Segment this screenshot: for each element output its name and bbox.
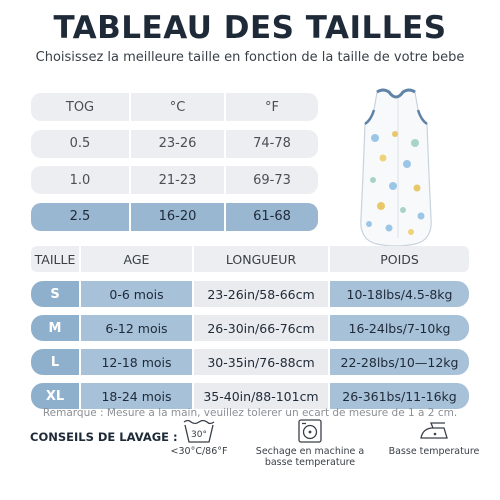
tog-header-tog: TOG — [31, 93, 129, 121]
wash-text: <30°C/86°F — [170, 446, 228, 457]
size-header-taille: TAILLE — [31, 246, 79, 272]
size-header-poids: POIDS — [328, 246, 469, 272]
tog-cell: 0.5 — [31, 130, 129, 158]
washtub-icon — [182, 418, 216, 444]
size-cell-poids: 22-28lbs/10—12kg — [328, 349, 469, 375]
care-iron — [382, 418, 486, 457]
page-subtitle: Choisissez la meilleure taille en fonction de la taille de votre bebe — [35, 50, 465, 65]
size-cell-taille: S — [31, 281, 79, 307]
tog-row — [31, 166, 318, 194]
page-title: TABLEAU DES TAILLES — [53, 10, 447, 46]
size-row — [31, 315, 469, 341]
size-cell-poids: 26-361bs/11-16kg — [328, 383, 469, 409]
size-table-header — [31, 246, 469, 272]
measurement-remark: Remarque : Mesure a la main, veuillez tolerer un ecart de mesure de 1 a 2 cm. — [42, 407, 458, 419]
tog-cell: 23-26 — [129, 130, 224, 158]
size-cell-taille: L — [31, 349, 79, 375]
size-cell-age: 18-24 mois — [79, 383, 192, 409]
size-table — [31, 246, 469, 417]
dry-text-line1: Sechage en machine a — [255, 446, 365, 457]
sleep-sack-illustration — [355, 88, 437, 248]
size-cell-age: 0-6 mois — [79, 281, 192, 307]
tog-cell: 61-68 — [224, 203, 318, 231]
size-cell-age: 12-18 mois — [79, 349, 192, 375]
size-cell-longueur: 23-26in/58-66cm — [192, 281, 328, 307]
care-label: CONSEILS DE LAVAGE : — [30, 430, 178, 444]
tog-row-highlighted — [31, 203, 318, 231]
tog-cell: 16-20 — [129, 203, 224, 231]
size-cell-poids: 16-24lbs/7-10kg — [328, 315, 469, 341]
tog-header-fahrenheit: °F — [224, 93, 318, 121]
wash-temperature-label: 30° — [191, 430, 207, 440]
tog-cell: 1.0 — [31, 166, 129, 194]
size-header-longueur: LONGUEUR — [192, 246, 328, 272]
tog-cell: 21-23 — [129, 166, 224, 194]
size-cell-longueur: 35-40in/88-101cm — [192, 383, 328, 409]
tog-row — [31, 130, 318, 158]
size-row — [31, 383, 469, 409]
tog-table-header — [31, 93, 318, 121]
size-cell-taille: M — [31, 315, 79, 341]
iron-icon — [417, 418, 451, 444]
tog-cell: 69-73 — [224, 166, 318, 194]
size-row — [31, 281, 469, 307]
size-cell-longueur: 26-30in/66-76cm — [192, 315, 328, 341]
tog-cell: 2.5 — [31, 203, 129, 231]
size-cell-taille: XL — [31, 383, 79, 409]
tog-header-celsius: °C — [129, 93, 224, 121]
size-header-age: AGE — [79, 246, 192, 272]
care-wash — [168, 418, 230, 457]
size-cell-age: 6-12 mois — [79, 315, 192, 341]
size-row — [31, 349, 469, 375]
tumble-dryer-icon — [297, 418, 323, 444]
size-cell-poids: 10-18lbs/4.5-8kg — [328, 281, 469, 307]
size-cell-longueur: 30-35in/76-88cm — [192, 349, 328, 375]
tog-table — [31, 93, 318, 239]
dry-text-line2: basse temperature — [264, 457, 356, 468]
iron-text: Basse temperature — [388, 446, 480, 457]
care-dry — [250, 418, 370, 468]
tog-cell: 74-78 — [224, 130, 318, 158]
